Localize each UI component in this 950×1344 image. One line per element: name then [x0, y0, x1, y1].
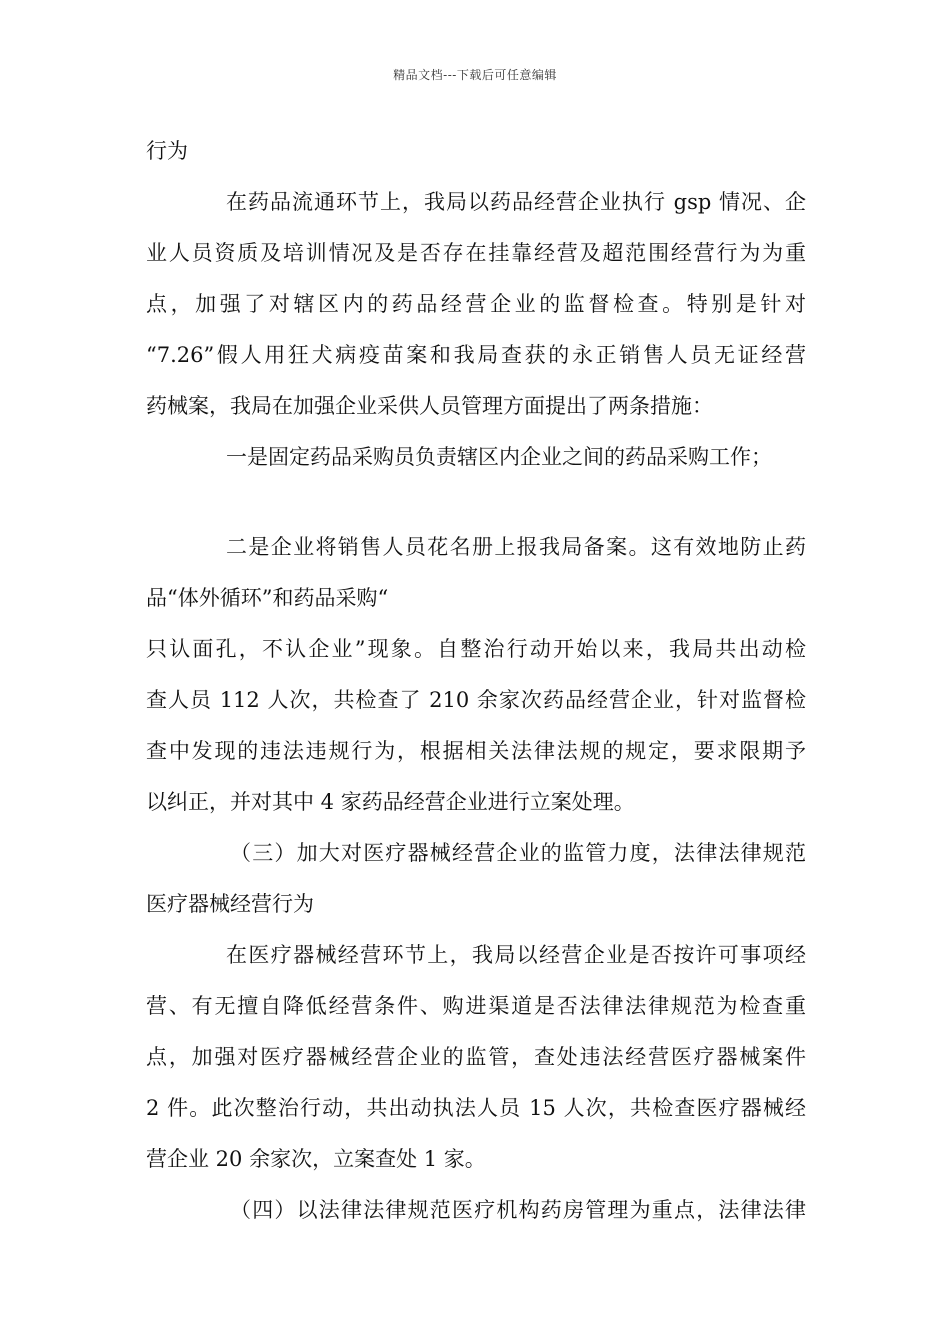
- section-heading-3-cont: 医疗器械经营行为: [146, 892, 314, 916]
- section-heading-4: （四）以法律法律规范医疗机构药房管理为重点，法律法律: [230, 1198, 806, 1222]
- text-line: 点，加强对医疗器械经营企业的监管，查处违法经营医疗器械案件: [146, 1045, 806, 1069]
- text-line: 品“体外循环”和药品采购“: [146, 586, 389, 610]
- text-line: 2 件。此次整治行动，共出动执法人员 15 人次，共检查医疗器械经: [146, 1096, 806, 1120]
- text-line: 二是企业将销售人员花名册上报我局备案。这有效地防止药: [226, 535, 806, 559]
- document-body: [146, 126, 806, 1236]
- text-line: 查中发现的违法违规行为，根据相关法律法规的规定，要求限期予: [146, 739, 806, 763]
- text-line: 业人员资质及培训情况及是否存在挂靠经营及超范围经营行为为重: [146, 241, 806, 265]
- page-header: 精品文档---下载后可任意编辑: [393, 68, 557, 82]
- text-line: 行为: [146, 139, 188, 163]
- paragraph-gap: [146, 483, 806, 522]
- text-line: 药械案，我局在加强企业采供人员管理方面提出了两条措施：: [146, 394, 713, 418]
- text-line: 查人员 112 人次，共检查了 210 余家次药品经营企业，针对监督检: [146, 688, 806, 712]
- section-heading-3: （三）加大对医疗器械经营企业的监管力度，法律法律规范: [230, 841, 806, 865]
- text-line: 只认面孔，不认企业”现象。自整治行动开始以来，我局共出动检: [146, 637, 806, 661]
- text-line: 点，加强了对辖区内的药品经营企业的监督检查。特别是针对: [146, 292, 806, 316]
- text-line: 营、有无擅自降低经营条件、购进渠道是否法律法律规范为检查重: [146, 994, 806, 1018]
- text-line: 在医疗器械经营环节上，我局以经营企业是否按许可事项经: [226, 943, 806, 967]
- text-line: 一是固定药品采购员负责辖区内企业之间的药品采购工作；: [226, 445, 772, 469]
- text-line: 以纠正，并对其中 4 家药品经营企业进行立案处理。: [146, 790, 635, 814]
- text-line: 在药品流通环节上，我局以药品经营企业执行 gsp 情况、企: [226, 190, 806, 214]
- text-line: 营企业 20 余家次，立案查处 1 家。: [146, 1147, 486, 1171]
- text-line: “7.26”假人用狂犬病疫苗案和我局查获的永正销售人员无证经营: [146, 343, 806, 367]
